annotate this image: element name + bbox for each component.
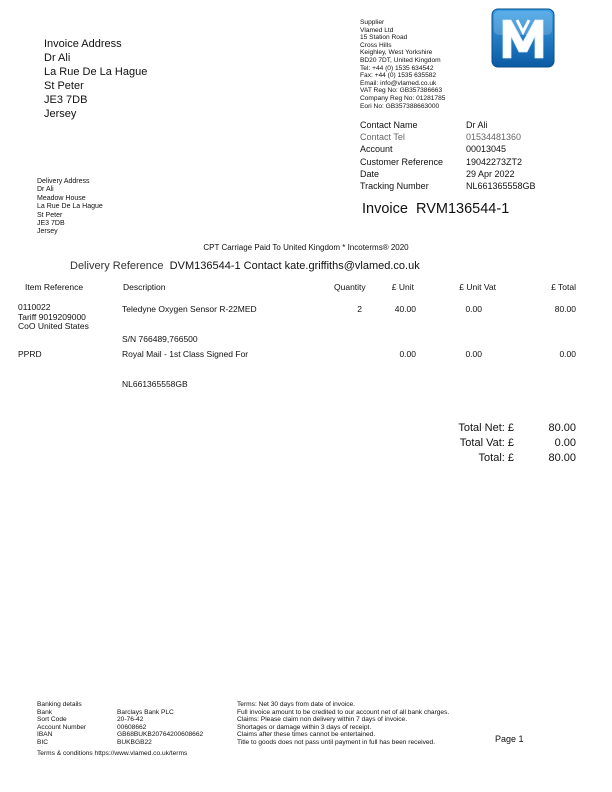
shipping-description: Royal Mail - 1st Class Signed For bbox=[122, 349, 249, 359]
customer-reference-value: 19042273ZT2 bbox=[466, 156, 523, 167]
supplier-line: Vlamed Ltd bbox=[360, 26, 394, 34]
header-total: £ Total bbox=[551, 282, 576, 292]
contact-name-label: Contact Name bbox=[360, 120, 418, 130]
vlamed-logo-icon bbox=[491, 8, 555, 68]
incoterms-line: CPT Carriage Paid To United Kingdom * Incoterms® 2020 bbox=[203, 243, 409, 252]
contact-tel-row bbox=[360, 131, 536, 143]
header-description: Description bbox=[123, 282, 166, 292]
date-value: 29 Apr 2022 bbox=[466, 168, 515, 179]
shipping-item-reference: PPRD bbox=[18, 349, 42, 359]
delivery-reference bbox=[70, 260, 420, 272]
item-unit-price: 40.00 bbox=[394, 304, 416, 314]
terms-conditions-link: Terms & conditions https://www.vlamed.co.uk/terms bbox=[37, 750, 188, 757]
terms-line: Title to goods does not pass until payment in full has been received. bbox=[237, 738, 436, 746]
delivery-address-heading: Delivery Address bbox=[37, 178, 90, 185]
invoice-address-street: La Rue De La Hague bbox=[44, 66, 148, 78]
account-value: 00013045 bbox=[466, 144, 507, 155]
delivery-address-line: JE3 7DB bbox=[37, 220, 65, 228]
shipping-tracking-number: NL661365558GB bbox=[122, 379, 188, 389]
bank-key: IBAN bbox=[37, 731, 53, 739]
terms-line: Claims: Please claim non delivery within 7 days of invoice. bbox=[237, 716, 408, 724]
terms-line: Full invoice amount to be credited to our account net of all bank charges. bbox=[237, 708, 450, 716]
supplier-line: Tel: +44 (0) 1535 634542 bbox=[360, 64, 434, 72]
delivery-address-line: Jersey bbox=[37, 228, 58, 236]
customer-reference-label: Customer Reference bbox=[360, 156, 444, 167]
header-unit-vat: £ Unit Vat bbox=[459, 282, 496, 292]
payment-terms bbox=[237, 701, 449, 747]
account-label: Account bbox=[360, 144, 393, 155]
delivery-reference-label: Delivery Reference bbox=[70, 260, 164, 272]
bank-value: 20-76-42 bbox=[117, 716, 144, 724]
delivery-address-line: La Rue De La Hague bbox=[37, 203, 103, 211]
header-unit: £ Unit bbox=[391, 282, 414, 292]
bank-row bbox=[37, 731, 203, 739]
bank-key: BIC bbox=[37, 738, 48, 746]
customer-reference-row bbox=[360, 156, 536, 168]
invoice-address bbox=[44, 37, 147, 121]
bank-key: Sort Code bbox=[37, 716, 67, 724]
item-reference: 0110022 bbox=[18, 302, 51, 312]
item-unit-vat: 0.00 bbox=[465, 304, 482, 314]
bank-value: BUKBGB22 bbox=[117, 738, 152, 746]
banking-details bbox=[37, 701, 203, 747]
item-tariff: Tariff 9019209000 bbox=[18, 311, 86, 322]
item-country-of-origin: CoO United States bbox=[18, 321, 89, 331]
delivery-address bbox=[37, 178, 103, 237]
bank-value: 00608662 bbox=[117, 723, 147, 731]
supplier-line: BD20 7DT, United Kingdom bbox=[360, 56, 441, 64]
item-quantity: 2 bbox=[357, 304, 362, 314]
invoice-address-heading: Invoice Address bbox=[44, 38, 122, 50]
bank-row bbox=[37, 709, 203, 717]
contact-name-row bbox=[360, 119, 536, 131]
item-total: 80.00 bbox=[554, 304, 576, 314]
delivery-address-line: Dr Ali bbox=[37, 186, 54, 194]
bank-row bbox=[37, 716, 203, 724]
invoice-address-name: Dr Ali bbox=[44, 52, 71, 64]
bank-value: Barclays Bank PLC bbox=[117, 708, 174, 716]
supplier-line: Email: info@vlamed.co.uk bbox=[360, 79, 437, 87]
date-row bbox=[360, 168, 536, 180]
terms-line: Shortages or damage within 3 days of receipt. bbox=[237, 723, 372, 731]
shipping-total: 0.00 bbox=[559, 349, 576, 359]
contact-tel-label: Contact Tel bbox=[360, 132, 405, 143]
bank-row bbox=[37, 739, 203, 747]
total-net-value: 80.00 bbox=[548, 422, 576, 434]
supplier-details bbox=[360, 19, 445, 110]
contact-name-value: Dr Ali bbox=[466, 120, 488, 130]
delivery-address-line: Meadow House bbox=[37, 194, 86, 202]
total-label: Total: £ bbox=[478, 452, 514, 464]
account-row bbox=[360, 143, 536, 155]
supplier-line: Supplier bbox=[360, 19, 385, 26]
bank-value: GB68BUKB20764200608662 bbox=[117, 731, 204, 739]
total-vat-label: Total Vat: £ bbox=[459, 437, 514, 449]
header-item-reference: Item Reference bbox=[25, 282, 84, 292]
shipping-unit-price: 0.00 bbox=[399, 349, 416, 359]
total-value: 80.00 bbox=[548, 452, 576, 464]
item-serial-numbers: S/N 766489,766500 bbox=[122, 334, 198, 344]
supplier-line: Cross Hills bbox=[360, 41, 392, 49]
invoice-address-postcode: JE3 7DB bbox=[44, 94, 88, 106]
supplier-line: Fax: +44 (0) 1535 635582 bbox=[360, 72, 437, 80]
bank-key: Bank bbox=[37, 708, 53, 716]
contact-details bbox=[360, 119, 536, 192]
page-number: Page 1 bbox=[495, 734, 524, 744]
terms-line: Terms: Net 30 days from date of invoice. bbox=[237, 701, 356, 708]
tracking-number-label: Tracking Number bbox=[360, 181, 429, 192]
supplier-line: Eori No: GB357388663000 bbox=[360, 102, 440, 110]
shipping-unit-vat: 0.00 bbox=[465, 349, 482, 359]
invoice-number: RVM136544-1 bbox=[416, 201, 510, 217]
bank-key: Account Number bbox=[37, 723, 87, 731]
tracking-number-value: NL661365558GB bbox=[466, 181, 536, 192]
supplier-line: VAT Reg No: GB357386663 bbox=[360, 87, 443, 95]
terms-line: Claims after these times cannot be entertained. bbox=[237, 731, 376, 739]
delivery-address-line: St Peter bbox=[37, 211, 63, 219]
invoice-label: Invoice bbox=[362, 201, 408, 217]
supplier-line: Keighley, West Yorkshire bbox=[360, 49, 433, 57]
bank-row bbox=[37, 724, 203, 732]
invoice-address-town: St Peter bbox=[44, 80, 84, 92]
table-row-item-ref bbox=[18, 303, 89, 332]
tracking-number-row bbox=[360, 180, 536, 192]
total-net-label: Total Net: £ bbox=[458, 422, 514, 434]
invoice-title bbox=[362, 201, 509, 217]
supplier-line: 15 Station Road bbox=[360, 34, 408, 42]
delivery-reference-value: DVM136544-1 Contact kate.griffiths@vlamed.co.uk bbox=[169, 260, 420, 272]
date-label: Date bbox=[360, 168, 380, 179]
contact-tel-value: 01534481360 bbox=[466, 132, 522, 143]
item-description: Teledyne Oxygen Sensor R-22MED bbox=[122, 304, 257, 314]
header-quantity: Quantity bbox=[334, 282, 366, 292]
invoice-address-country: Jersey bbox=[44, 108, 77, 120]
total-vat-value: 0.00 bbox=[554, 437, 576, 449]
vlamed-logo-icon bbox=[491, 8, 555, 68]
banking-title: Banking details bbox=[37, 701, 82, 708]
supplier-line: Company Reg No: 01281785 bbox=[360, 94, 446, 102]
